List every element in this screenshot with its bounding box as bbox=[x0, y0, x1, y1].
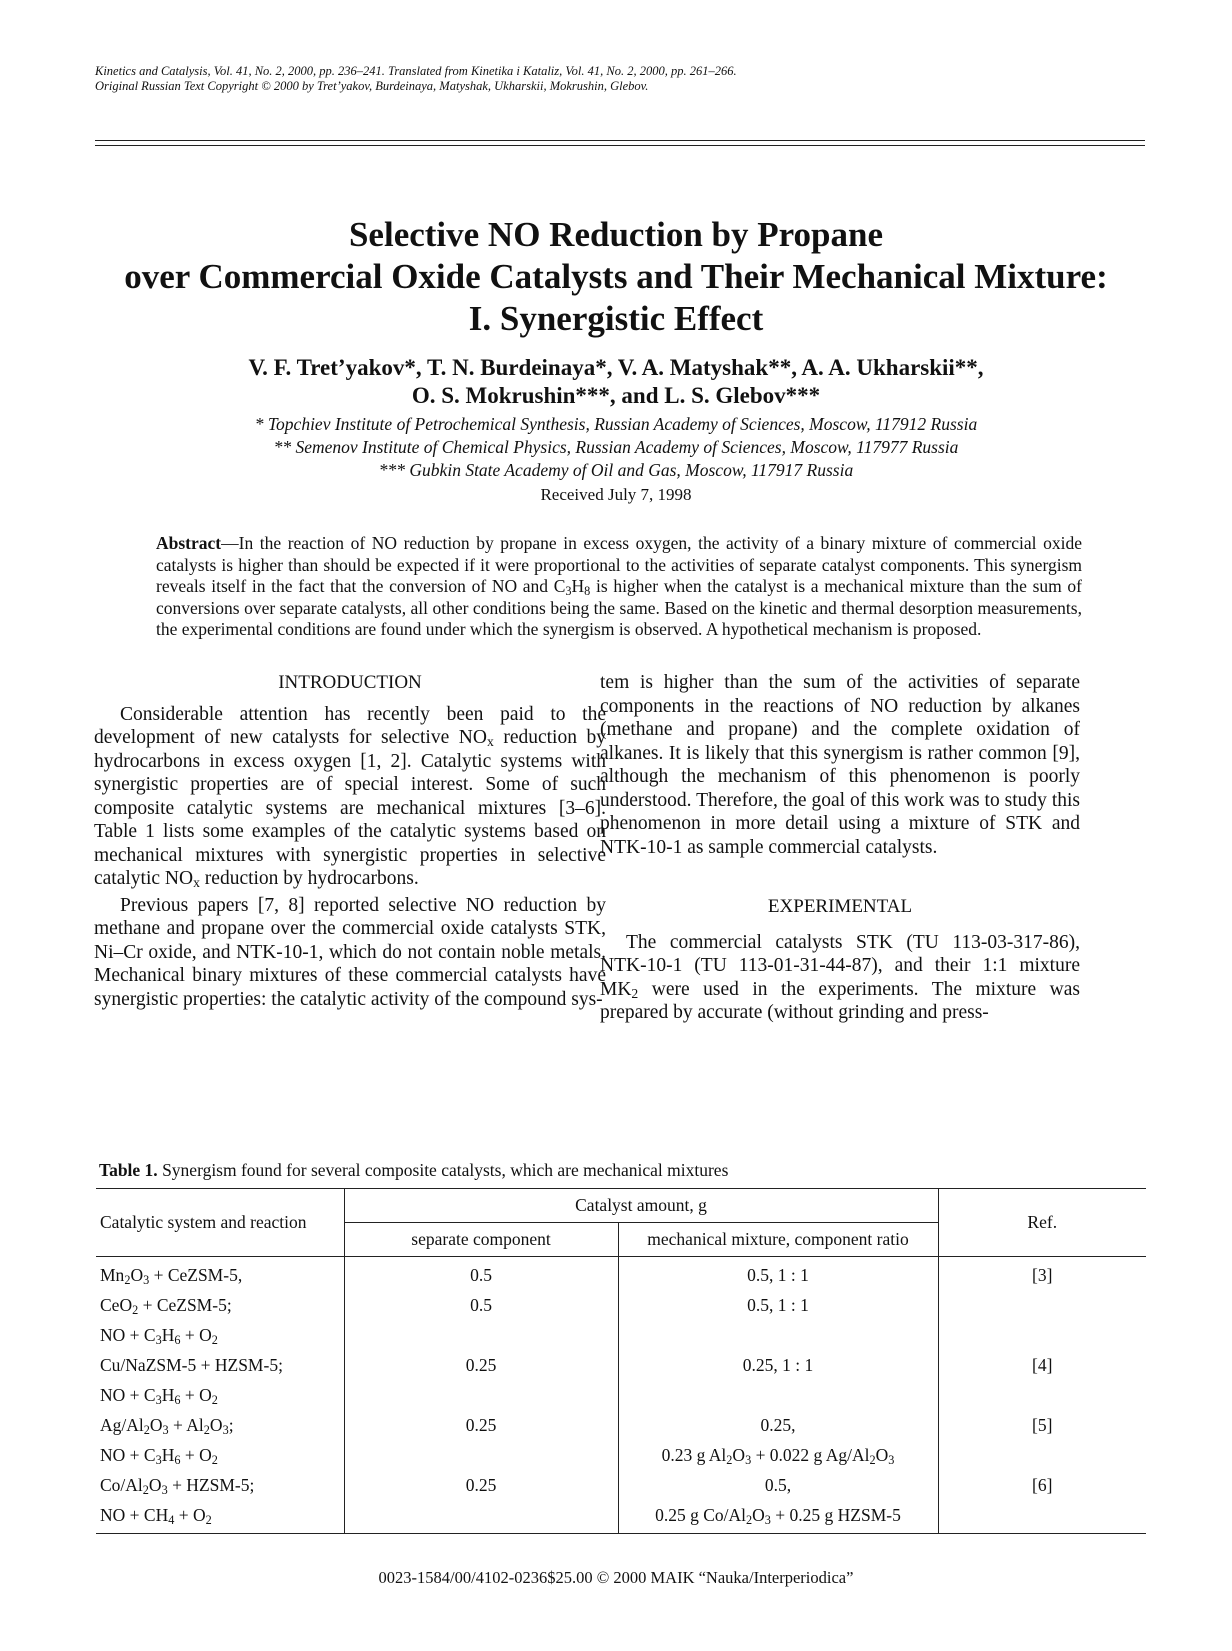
table-cell-sys: NO + $C_3H_6 + O_2$ bbox=[96, 1443, 344, 1473]
table-cell-sep bbox=[344, 1383, 618, 1413]
table-cell-sep bbox=[344, 1503, 618, 1534]
received-date: Received July 7, 1998 bbox=[540, 485, 692, 504]
table-cell-sys: $Mn_2O_3$ + CeZSM-5, bbox=[96, 1257, 344, 1294]
table-cell-ref: [3] bbox=[1032, 1265, 1053, 1285]
running-header bbox=[95, 64, 737, 94]
table-cell-sep: 0.25 bbox=[344, 1473, 618, 1503]
section-heading-introduction: INTRODUCTION bbox=[278, 672, 422, 693]
subscript: x bbox=[486, 734, 494, 749]
authors-line-1: V. F. Tret’yakov*, T. N. Burdeinaya*, V. A. Matyshak**, A. A. Ukharskii**, bbox=[248, 355, 984, 380]
header-amount: Catalyst amount, g bbox=[344, 1189, 938, 1223]
table-cell-sys: $Co/Al_2O_3$ + HZSM-5; bbox=[96, 1473, 344, 1503]
title-line-2: over Commercial Oxide Catalysts and Their Mechanical Mixture: bbox=[124, 257, 1108, 296]
experimental-paragraph-1 bbox=[600, 931, 1080, 1025]
table-cell-sys: NO + $C_3H_6 + O_2$ bbox=[96, 1383, 344, 1413]
table-cell-ref bbox=[938, 1293, 1146, 1323]
table-cell-ref bbox=[938, 1503, 1146, 1534]
table-cell-ref bbox=[938, 1443, 1146, 1473]
table-row bbox=[96, 1413, 1146, 1443]
right-column bbox=[600, 671, 1080, 1025]
table-cell-sep bbox=[344, 1323, 618, 1353]
table-row bbox=[96, 1473, 1146, 1503]
table-caption-text: Synergism found for several composite catalysts, which are mechanical mixtures bbox=[157, 1160, 729, 1180]
table-cell-sys: Cu/NaZSM-5 + HZSM-5; bbox=[96, 1353, 344, 1383]
table-cell-mix: 0.25, 1 : 1 bbox=[618, 1353, 938, 1383]
header-line-2: Original Russian Text Copyright © 2000 by Tret’yakov, Burdeinaya, Matyshak, Ukharskii, Mokrushin, Glebov. bbox=[95, 79, 649, 93]
author-list bbox=[60, 354, 1172, 410]
header-system: Catalytic system and reaction bbox=[96, 1189, 344, 1257]
table-cell-sep: 0.25 bbox=[344, 1413, 618, 1443]
table-body bbox=[96, 1257, 1146, 1534]
table-caption bbox=[99, 1160, 728, 1181]
table-cell-mix bbox=[618, 1383, 938, 1413]
table-caption-label: Table 1. bbox=[99, 1160, 158, 1180]
table-cell-mix: 0.5, 1 : 1 bbox=[618, 1257, 938, 1294]
table-cell-sep: 0.5 bbox=[344, 1293, 618, 1323]
table-cell-mix: 0.25 g $Co/Al_2O_3 + 0.25$ g HZSM-5 bbox=[618, 1503, 938, 1534]
header-ref: Ref. bbox=[938, 1189, 1146, 1257]
table-cell-ref: [6] bbox=[1032, 1475, 1053, 1495]
text-run: reduction by hydrocarbons in excess oxygen [1, 2]. Catalytic systems with synergistic properties are of special interest. Some of such composite catalytic systems are mechanical mixtures [3–6]. Table 1 lists some examples of the catalytic systems based on mechanical mixtures with synergistic properties in selective catalytic NO bbox=[94, 727, 606, 889]
table-row bbox=[96, 1383, 1146, 1413]
intro-paragraph-3: tem is higher than the sum of the activities of separate components in the reactions of NO reduction by alkanes (methane and propane) and the complete oxidation of alkanes. It is likely that this synergism is rather common [9], although the mechanism of this phenomenon is poorly understood. Therefore, the goal of this work was to study this phenomenon in more detail using a mixture of STK and NTK-10-1 as sample commercial catalysts. bbox=[600, 672, 1080, 858]
table-cell-mix: 0.5, bbox=[618, 1473, 938, 1503]
title-line-3: I. Synergistic Effect bbox=[468, 299, 764, 338]
abstract-text-1: —In the reaction of NO reduction by propane in excess oxygen, the activity of a binary mixture of commercial oxide catalysts is higher than should be expected if it were proportional to the activities of separate catalyst components. This synergism reveals itself in the fact that the conversion of NO and C bbox=[156, 533, 1082, 597]
affiliations bbox=[60, 413, 1172, 482]
title-line-1: Selective NO Reduction by Propane bbox=[348, 215, 884, 254]
header-separate: separate component bbox=[344, 1223, 618, 1257]
table-cell-sys: NO + $CH_4 + O_2$ bbox=[96, 1503, 344, 1534]
intro-paragraph-1 bbox=[94, 703, 606, 891]
intro-paragraph-2: Previous papers [7, 8] reported selective NO reduction by methane and propane over the commercial oxide catalysts STK, Ni–Cr oxide, and NTK-10-1, which do not contain noble metals. Mechanical binary mixtures of these commercial catalysts have synergistic properties: the catalytic activity of the compound sys- bbox=[94, 894, 606, 1010]
table-cell-ref: [4] bbox=[1032, 1355, 1053, 1375]
table-row bbox=[96, 1503, 1146, 1534]
table-cell-sep: 0.25 bbox=[344, 1353, 618, 1383]
abstract bbox=[156, 533, 1082, 641]
table-cell-ref bbox=[938, 1323, 1146, 1353]
table-row bbox=[96, 1443, 1146, 1473]
text-run: reduction by hydrocarbons. bbox=[199, 868, 419, 889]
section-heading-experimental: EXPERIMENTAL bbox=[767, 896, 913, 917]
table-cell-sep bbox=[344, 1443, 618, 1473]
table-row bbox=[96, 1293, 1146, 1323]
paper-title bbox=[60, 214, 1172, 340]
text-run: Considerable attention has recently been paid to the development of new catalysts for selective NO bbox=[94, 703, 606, 748]
table-cell-ref bbox=[938, 1383, 1146, 1413]
header-mixture: mechanical mixture, component ratio bbox=[618, 1223, 938, 1257]
table-row bbox=[96, 1353, 1146, 1383]
table-cell-mix: 0.25, bbox=[618, 1413, 938, 1443]
left-column bbox=[94, 671, 606, 1011]
abstract-text-2: H bbox=[571, 576, 585, 597]
affiliation-2: ** Semenov Institute of Chemical Physics, Russian Academy of Sciences, Moscow, 117977 Russia bbox=[273, 437, 959, 457]
table-row bbox=[96, 1323, 1146, 1353]
table-1 bbox=[96, 1188, 1146, 1534]
abstract-label: Abstract bbox=[156, 533, 222, 553]
header-rule-bottom bbox=[95, 145, 1145, 146]
header-line-1: Kinetics and Catalysis, Vol. 41, No. 2, 2000, pp. 236–241. Translated from Kinetika i Kataliz, Vol. 41, No. 2, 2000, pp. 261–266. bbox=[95, 64, 737, 78]
table-cell-mix: 0.23 g $Al_2O_3 + 0.022$ g $Ag/Al_2O_3$ bbox=[618, 1443, 938, 1473]
subscript: 2 bbox=[631, 985, 639, 1001]
header-rule-top bbox=[95, 140, 1145, 141]
abstract-text-3: is higher when the catalyst is a mechanical mixture than the sum of conversions over separate catalysts, all other conditions being the same. Based on the kinetic and thermal desorption measurements, the experimental conditions are found under which the synergism is observed. A hypothetical mechanism is proposed. bbox=[156, 576, 1082, 640]
text-run: The commercial catalysts STK (TU 113-03-317-86), NTK-10-1 (TU 113-01-31-44-87), and their 1:1 mixture MK bbox=[600, 931, 1080, 1000]
subscript: x bbox=[193, 875, 200, 890]
authors-line-2: O. S. Mokrushin***, and L. S. Glebov*** bbox=[411, 383, 821, 408]
text-run: were used in the experiments. The mixture was prepared by accurate (without grinding and press- bbox=[600, 978, 1080, 1023]
table-cell-ref: [5] bbox=[1032, 1415, 1053, 1435]
table-cell-sep: 0.5 bbox=[344, 1257, 618, 1294]
copyright-footer: 0023-1584/00/4102-0236$25.00 © 2000 MAIK “Nauka/Interperiodica” bbox=[378, 1568, 854, 1587]
affiliation-1: * Topchiev Institute of Petrochemical Synthesis, Russian Academy of Sciences, Moscow, 117912 Russia bbox=[254, 414, 978, 434]
table-row bbox=[96, 1257, 1146, 1294]
table-cell-mix: 0.5, 1 : 1 bbox=[618, 1293, 938, 1323]
affiliation-3: *** Gubkin State Academy of Oil and Gas, Moscow, 117917 Russia bbox=[378, 460, 854, 480]
abstract-sub: 3 bbox=[565, 584, 572, 599]
table-cell-sys: NO + $C_3H_6 + O_2$ bbox=[96, 1323, 344, 1353]
abstract-sub: 8 bbox=[584, 584, 591, 599]
table-cell-sys: $Ag/Al_2O_3 + Al_2O_3$; bbox=[96, 1413, 344, 1443]
table-cell-mix bbox=[618, 1323, 938, 1353]
table-cell-sys: CeO$_2$ + CeZSM-5; bbox=[96, 1293, 344, 1323]
